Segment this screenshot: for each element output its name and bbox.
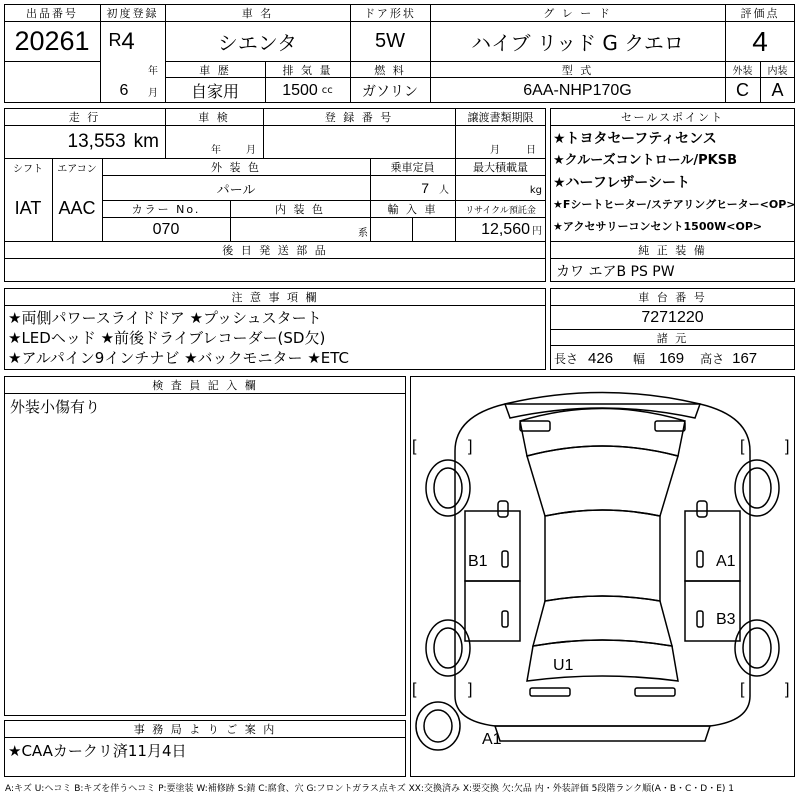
left-side-outline	[465, 511, 520, 581]
car-diagram	[410, 376, 795, 777]
inspector-label: 検 査 員 記 入 欄	[152, 378, 258, 392]
month-unit: 月	[148, 87, 158, 99]
exterior-score: C	[736, 80, 749, 100]
fuel: ガソリン	[362, 83, 418, 100]
recycle	[455, 218, 546, 241]
windshield-outline	[527, 446, 678, 516]
inspector-block	[4, 376, 406, 716]
damage-mark-b1: B1	[468, 553, 488, 570]
height-value: 167	[732, 349, 758, 367]
right-headlight	[655, 421, 685, 431]
rear-right-wheel-inner	[743, 628, 771, 668]
interior-score: A	[771, 80, 784, 100]
door-label: ドア形状	[364, 6, 416, 20]
first-reg-label: 初度登録	[106, 6, 159, 20]
capacity	[370, 176, 455, 200]
displacement-value: 1500	[282, 81, 318, 99]
mileage-value: 13,553	[67, 131, 126, 152]
width-label: 幅	[633, 351, 646, 366]
door-type: 5W	[375, 30, 405, 52]
transfer-month-unit: 月	[490, 144, 500, 156]
length-label: 長さ	[554, 351, 579, 366]
mileage-label: 走 行	[68, 110, 101, 124]
left-rear-outline	[465, 581, 520, 641]
model: 6AA-NHP170G	[523, 81, 632, 99]
bracket-mark: ]	[785, 438, 790, 455]
left-taillight	[530, 688, 570, 696]
right-rear-handle	[697, 611, 703, 627]
import-label: 輸 入 車	[387, 203, 438, 216]
left-rear-handle	[502, 611, 508, 627]
car-name-label: 車 名	[241, 6, 274, 20]
history: 自家用	[190, 82, 239, 101]
interior-color-label: 内 装 色	[275, 203, 325, 216]
grade-label: グ レ ー ド	[543, 6, 612, 20]
score-label: 評価点	[740, 6, 780, 20]
load-label: 最大積載量	[473, 161, 528, 174]
damage-mark-u1: U1	[553, 657, 574, 674]
sales-points-label: セールスポイント	[620, 110, 724, 124]
shift: IAT	[14, 198, 42, 218]
mileage	[4, 126, 165, 158]
sales-point-item: ★ハーフレザーシート	[553, 175, 691, 191]
sales-point-item: ★アクセサリーコンセント1500W<OP>	[553, 220, 763, 233]
registration-label: 登 録 番 号	[324, 110, 394, 124]
right-mirror	[697, 501, 707, 517]
inspector-text: 外装小傷有り	[10, 398, 101, 416]
load-unit: kg	[529, 184, 542, 196]
bracket-mark: ]	[468, 438, 473, 455]
office-label: 事 務 局 よ り ご 案 内	[133, 722, 277, 736]
displacement-unit: cc	[321, 85, 333, 96]
front-left-wheel-inner	[434, 468, 462, 508]
chassis-label: 車 台 番 号	[638, 290, 707, 304]
damage-mark-a1-right: A1	[716, 553, 736, 570]
dimensions-row	[550, 346, 795, 370]
bracket-mark: [	[740, 438, 745, 455]
transfer-day-unit: 日	[526, 144, 536, 156]
displacement	[265, 78, 350, 103]
left-mirror	[498, 501, 508, 517]
spare-tire-inner	[424, 710, 452, 742]
color-label: 外 装 色	[211, 161, 261, 174]
transfer-label: 譲渡書類期限	[467, 110, 534, 124]
left-handle	[502, 551, 508, 567]
inspection-label: 車 検	[198, 110, 230, 124]
sales-points-list	[553, 128, 796, 238]
note-line: ★アルパイン9インチナビ ★バックモニター ★ETC	[8, 349, 350, 367]
height-label: 高さ	[700, 351, 725, 366]
model-label: 型 式	[561, 63, 594, 77]
recycle-label: リサイクル預託金	[465, 205, 536, 216]
exterior-label: 外装	[732, 66, 753, 77]
note-line: ★両側パワースライドドア ★プッシュスタート	[8, 309, 322, 327]
front-bumper-outline	[505, 393, 700, 419]
car-name: シエンタ	[217, 31, 298, 55]
chassis-number: 7271220	[641, 308, 704, 326]
color-no: 070	[152, 220, 180, 238]
bracket-mark: [	[740, 681, 745, 698]
year-unit: 年	[148, 65, 158, 76]
rear-left-wheel-inner	[434, 628, 462, 668]
capacity-unit: 人	[439, 184, 449, 196]
sales-point-item: ★トヨタセーフティセンス	[553, 131, 717, 147]
history-label: 車 歴	[199, 63, 231, 77]
left-headlight	[520, 421, 550, 431]
length-value: 426	[588, 349, 614, 367]
inspection-year-unit: 年	[211, 144, 221, 156]
rear-bumper-outline	[495, 726, 710, 741]
first-reg-month: 6	[119, 82, 129, 99]
hood-outline	[520, 409, 685, 457]
interior-label: 内装	[767, 66, 788, 77]
rear-window-outline	[533, 596, 672, 646]
spare-tire	[416, 702, 460, 750]
notes-lines	[8, 308, 544, 368]
inspection-month-unit: 月	[246, 144, 256, 156]
bracket-mark: ]	[468, 681, 473, 698]
equipment-label: 純 正 装 備	[638, 244, 707, 257]
bracket-mark: [	[412, 438, 417, 455]
ac: AAC	[58, 198, 96, 218]
legend-footer: A:キズ U:ヘコミ B:キズを伴うヘコミ P:要塗装 W:補修跡 S:錆 C:腐食、穴 G:フロントガラス点キズ XX:交換済み X:要交換 欠:欠品 内・外装評価 5段階ランク順(A・B・C・D・E) 1	[5, 784, 735, 794]
interior-color-unit: 系	[358, 227, 368, 239]
grade: ハイブ リッド G クエロ	[471, 31, 684, 55]
lot-label: 出品番号	[26, 6, 78, 20]
car-outline	[455, 404, 750, 726]
recycle-value: 12,560	[481, 220, 530, 238]
sales-point-item: ★Fシートヒーター/ステアリングヒーター<OP>	[553, 198, 796, 211]
damage-mark-b3: B3	[716, 611, 736, 628]
ac-label: エアコン	[57, 163, 97, 175]
recycle-unit: 円	[532, 226, 542, 237]
office-text: ★CAAカークリ済11月4日	[8, 742, 187, 760]
trunk-outline	[527, 640, 678, 681]
bracket-mark: ]	[785, 681, 790, 698]
right-handle	[697, 551, 703, 567]
first-reg-year: 4	[121, 30, 135, 54]
capacity-value: 7	[421, 180, 429, 196]
right-taillight	[635, 688, 675, 696]
sales-point-item: ★クルーズコントロール/PKSB	[553, 153, 737, 168]
notes-label: 注 意 事 項 欄	[231, 290, 319, 304]
era-text: R	[108, 29, 122, 50]
roof-outline	[545, 510, 660, 601]
shift-label: シフト	[13, 163, 43, 175]
mileage-unit: km	[133, 131, 159, 152]
right-side-outline	[685, 511, 740, 581]
bracket-mark: [	[412, 681, 417, 698]
later-parts-label: 後 日 発 送 部 品	[222, 244, 328, 257]
width-value: 169	[659, 349, 685, 367]
displacement-label: 排 気 量	[282, 63, 333, 77]
note-line: ★LEDヘッド ★前後ドライブレコーダー(SD欠)	[8, 329, 326, 347]
capacity-label: 乗車定員	[390, 161, 435, 174]
fuel-label: 燃 料	[374, 63, 406, 77]
dimensions-label: 諸 元	[656, 331, 689, 345]
lot-number: 20261	[14, 26, 90, 56]
color-no-label: カラー No.	[131, 203, 201, 216]
equipment: カワ エアB PS PW	[556, 263, 675, 280]
score: 4	[752, 25, 768, 57]
front-right-wheel-inner	[743, 468, 771, 508]
damage-mark-a1-rear: A1	[482, 731, 502, 748]
color: パール	[216, 182, 256, 198]
